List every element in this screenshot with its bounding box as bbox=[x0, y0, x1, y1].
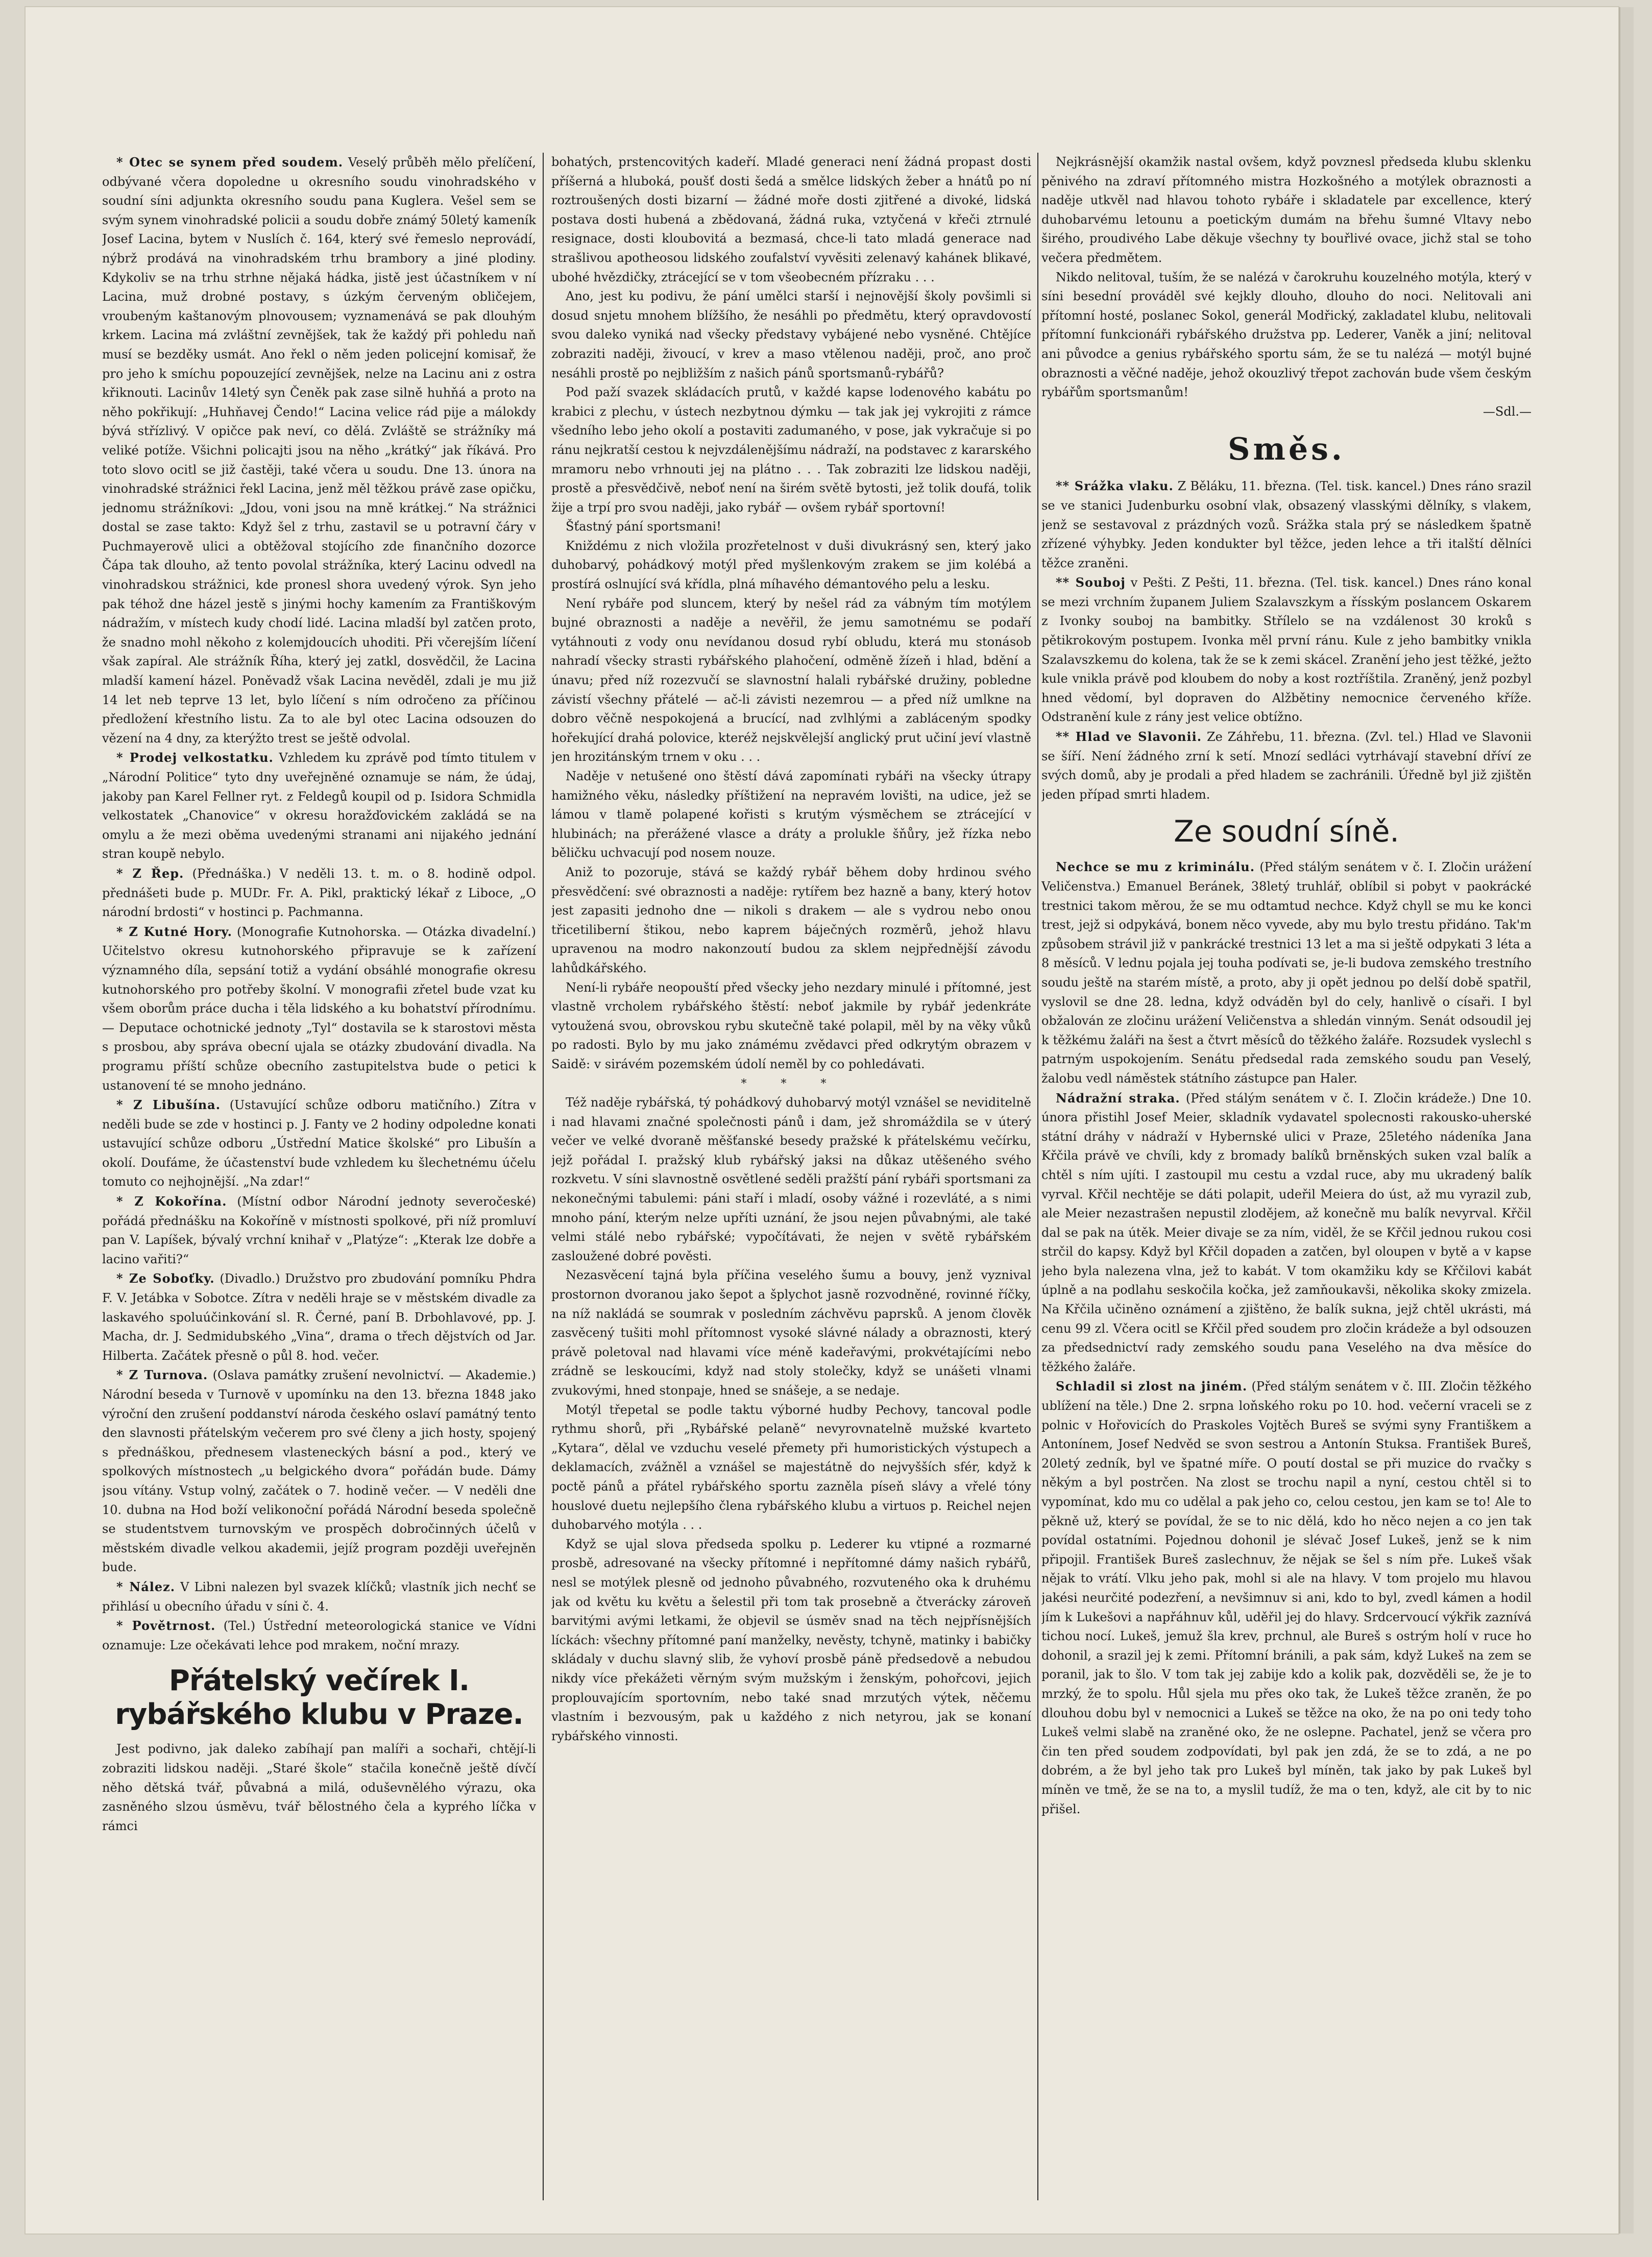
author-signature: —Sdl.— bbox=[1483, 404, 1532, 419]
court-report: Nechce se mu z kriminálu. (Před stálým senátem v č. I. Zločin urážení Veličenstva.) Emanuel Beránek, 38letý truhlář, oblíbil si pobyt v paokrácké trestnici takom měrou, že se mu odtamtud nechce. Když chyll se mu ke konci trest, jejž si odpykává, bonem něco vyvede, aby mu bylo trestu přidáno. Tak'm způsobem strávil již v pankrácké trestnici 13 let a ma si ještě odpykati 3 léta a 8 měsíců. V lednu pojala jej touha podívati se, je-li budova zemského trestního soudu ještě na starém místě, a proto, aby ji opět jednou po delší době spatřil, vyslovil se dne 28. ledna, když odváděn byl do cely, hanlivě o císaři. I byl obžalován ze zločinu urážení Veličenstva a shledán vinným. Senát odsoudil jej k těžkému žaláři na šest a čtvrt měsíců do těžkého žaláře. Rozsudek vyslechl s patrným uspokojením. Senátu předsedal rada zemského soudu pan Veselý, žalobu vedl náměstek státního zástupce pan Haler. bbox=[1041, 859, 1532, 1086]
feuilleton-paragraph: Kniždému z nich vložila prozřetelnost v duši divukrásný sen, který jako duhobarvý, pohádkový motýl před myšlenkovým zrakem se jim kolébá a prostírá oslnující svá křídla, plná míhavého démantového pelu a lesku. bbox=[551, 538, 1031, 592]
feuilleton-paragraph: Jest podivno, jak daleko zabíhají pan malíři a sochaři, chtějí-li zobraziti lidskou naději. „Staré škole“ stačila konečně ještě dívčí něho dětská tvář, půvabná a milá, oduševnělého výrazu, oka zasněného slzou úsměvu, tvář bělostného čela a kyprého líčka v rámci bbox=[102, 1742, 536, 1833]
feuilleton-paragraph: Aniž to pozoruje, stává se každý rybář během doby hrdinou svého přesvědčení: své obraznosti a naděje: rytířem bez hazně a bany, který hotov jest zapasiti jednoho dne — nikoli s drakem — ale s vydrou nebo onou třicetiliberní štikou, nebo kaprem báječných rozměrů, jehož hlavu upravenou na modro nakonzoutí budou za sklem nejpřednější závodu lahůdkářského. bbox=[551, 865, 1031, 975]
news-item: * Nález. V Libni nalezen byl svazek klíčků; vlastník jich nechť se přihlásí u obecního úřadu v síni č. 4. bbox=[102, 1579, 536, 1614]
court-report: Schladil si zlost na jiném. (Před stálým senátem v č. III. Zločin těžkého ublížení na těle.) Dne 2. srpna loňského roku po 10. hod. večerní vraceli se z polnic v Hořovicích do Praskoles Vojtěch Bureš se svými syny Františkem a Antonínem, Josef Nedvěd se svon sestrou a Antonín Stuksa. František Bureš, 20letý zedník, byl ve špatné míře. O poutí dostal se při muzice do rvačky s někým a byl postrčen. Na zlost se trochu napil a nyní, cestou chtěl si to vypomínat, kdo mu co udělal a pak jeho co, celou cestou, jen kam se to! Ale to pěkně už, který se povídal, že se to nic dělá, kdo ho něco nejen a co jen tak povídal ostatními. Pojednou dohonil je slévač Josef Lukeš, jenž se k nim připojil. František Bureš zaslechnuv, že nějak se šel s ním pře. Lukeš však nějak to vrátí. Vlku jeho pak, mohl si ale na hlavy. V tom projelo mu hlavou jakési neurčité podezření, a nevšimnuv si ani, kdo to byl, zvedl kámen a hodil jím k Lukešovi a napřáhnuv kůl, uděřil jej do hlavy. Srdcervoucí výkřik zaznívá tichou nocí. Lukeš, jemuž šla krev, prchnul, ale Bureš s ostrým holí v ruce ho dohonil, a srazil jej k zemi. Přítomní bránili, a pak sám, když Lukeš na zem se poranil, jak to šlo. V tom tak jej zabije kdo a kolik pak, dozvěděli se, že je to mrzký, že to spolu. Hůl sjela mu přes oko tak, že Lukeš těžce zraněn, že po dlouhou dobu byl v nemocnici a Lukeš se těžce na oko, že na po oni tedy toho Lukeš velmi slabě na zraněné oko, že ne oslepne. Pachatel, jenž se včera pro čin ten před soudem zodpovídati, byl pak jen zdá, že se to zdá, a ne po dobrém, a že byl jeho tak pro Lukeš byl míněn, tak jako by pak Lukeš byl míněn ve tmě, že se na to, a myslil tudíž, že ma o ten, když, ale cit by to nic přišel. bbox=[1041, 1379, 1532, 1816]
feuilleton-paragraph: Též naděje rybářská, tý pohádkový duhobarvý motýl vznášel se neviditelně i nad hlavami značné společnosti pánů i dam, jež shromáždila se v úterý večer ve velké dvoraně měšťanské besedy pražské k přátelskému večírku, jejž pořádal I. pražský klub rybářský jaksi na důkaz utěšeného svého rozkvetu. V síni slavnostně osvětlené seděli pražští pání rybáři sportsmani za nekonečnými tabulemi: páni staří i mladí, osoby vážné i rozevláté, a s nimi mnoho pání, kterým nelze upříti uznání, že jsou nejen půvabnými, ale také velmi stálé nebo rybářské; vypočítávati, že nejen v světě rybářském zasloužené dobré pověsti. bbox=[551, 1095, 1031, 1263]
news-item: ** Hlad ve Slavonii. Ze Záhřebu, 11. března. (Zvl. tel.) Hlad ve Slavonii se šíří. Není žádného zrní k setí. Mnozí sedláci vytrhávají stavební dříví ze svých domů, aby je prodali a před hladem se zachránili. Úředně byl již zjištěn jeden případ smrti hladem. bbox=[1041, 729, 1532, 802]
feuilleton-paragraph: Nezasvěcení tajná byla příčina veselého šumu a bouvy, jenž vyznival prostornon dvoranou jako šepot a šplychot jasně rozvodněné, rovinné říčky, na níž nakládá se soumrak v posledním záchvěvu paprsků. A jenom člověk zasvěcený tušiti mohl přítomnost vysoké slávné nálady a obraznosti, který právě poletoval nad hlavami více méně kadeřavými, prokvétajícími nebo zrádně se leskoucími, když nad stoly stolečky, když se unášeti vlnami zvukovými, hned stonpaje, hned se snášeje, a se nedaje. bbox=[551, 1268, 1031, 1398]
news-item: * Z Kutné Hory. (Monografie Kutnohorska. — Otázka divadelní.) Učitelstvo okresu kutnohorského připravuje se k zařízení významného díla, sepsání totiž a vydání obsáhlé monografie okresu kutnohorského pro potřeby školní. V monografii zřetel bude vzat ku všem oborům práce ducha i těla lidského a ku bohatství přírodnímu. — Deputace ochotnické jednoty „Tyl“ dostavila se k starostovi města s prosbou, aby správa obecní ujala se otázky zbudování divadla. Na programu příští schůze obecního zastupitelstva bude o petici k ustanovení té se mnoho jednáno. bbox=[102, 924, 536, 1093]
feuilleton-paragraph: Nikdo nelitoval, tuším, že se nalézá v čarokruhu kouzelného motýla, který v síni besední prováděl své kejkly dlouho, dlouho do noci. Nelitovali ani přítomní hosté, poslanec Sokol, generál Modřický, zakladatel klubu, nelitovali přítomní funkcionáři rybářského družstva pp. Lederer, Vaněk a jiní; nelitoval ani původce a genius rybářského sportu sám, že se tu nalézá — motýl bujné obraznosti a věčné naděje, jehož okouzlivý třepot zachován bude všem českým rybářům sportsmanům! bbox=[1041, 270, 1532, 400]
news-item: * Povětrnost. (Tel.) Ústřední meteorologická stanice ve Vídni oznamuje: Lze očekávati lehce pod mrakem, noční mrazy. bbox=[102, 1618, 536, 1652]
feuilleton-paragraph: Ano, jest ku podivu, že pání umělci starší i nejnovější školy povšimli si dosud snjetu mnohem blížšího, že nesáhli po předmětu, který opravdovostí svou daleko vyniká nad všecky představy vybájené nebo vysněné. Chtějíce zobraziti naději, živoucí, v krev a maso vtělenou naději, proč, ano proč nesáhli prostě po nejbližším z našich pánů sportsmanů-rybářů? bbox=[551, 289, 1031, 380]
page-edge bbox=[1619, 7, 1634, 2234]
feuilleton-paragraph: Naděje v netušené ono štěstí dává zapomínati rybáři na všecky útrapy hamižného věku, následky příštižení na nepravém lovišti, na udice, jež se lámou v tlamě polapené kořisti s krutým výsměchem se ztrácející v hlubinách; na přerážené vlasce a dráty a prolukle šňůry, jež řízka nebo běličku uchvacují pod nosem nouze. bbox=[551, 769, 1031, 860]
feuilleton-paragraph: Šťastný pání sportsmani! bbox=[566, 519, 721, 534]
section-separator: * * * bbox=[741, 1077, 842, 1090]
section-title-smes: Směs. bbox=[1228, 431, 1345, 468]
news-item: * Z Řep. (Přednáška.) V neděli 13. t. m. o 8. hodině odpol. přednášeti bude p. MUDr. Fr. A. Pikl, praktický lékař z Liboce, „O národní brdosti“ v hostinci p. Pachmanna. bbox=[102, 866, 536, 920]
feuilleton-paragraph: Motýl třepetal se podle taktu výborné hudby Pechovy, tancoval podle rythmu shorů, při „Rybářské pelaně“ nevyrovnatelně mužské kvarteto „Kytara“, dělal ve vzduchu veselé přemety při humoristických výstupech a deklamacích, zvážněl a vznášel se majestátně do nejvyšších sfér, když k poctě pánů a přátel rybářského sportu zazněla píseň slávy a vřelé tóny houslové duetu nejlepšího člena rybářského klubu a virtuos p. Reichel nejen duhobarvého motýla . . . bbox=[551, 1402, 1031, 1532]
news-item: * Prodej velkostatku. Vzhledem ku zprávě pod tímto titulem v „Národní Politice“ tyto dny uveřejněné oznamuje se nám, že údaj, jakoby pan Karel Fellner ryt. z Feldegů koupil od p. Isidora Schmidla velkostatek „Chanovice“ v okresu horažďovickém zakládá se na omylu a že mezi oběma uvedenými stranami ani nijakého jednání stran koupě nebylo. bbox=[102, 750, 536, 861]
court-report: Nádražní straka. (Před stálým senátem v č. I. Zločin krádeže.) Dne 10. února přistihl Josef Meier, skladník vydavatel spolecnosti rakousko-uherské státní dráhy v nádraží v Hybernské ulici v Praze, 25letého nádeníka Jana Křčila právě ve chvíli, kdy z bromady balíků brněnských suken vzal balík a chtěl s ním ujíti. I zastoupil mu cestu a vzdal ruce, aby mu ukradený balík vyrval. Křčil nechtěje se dáti polapit, udeřil Meiera do úst, až mu vyrazil zub, ale Meier nezastrašen nepustil zlodějem, až konečně mu balík nevyrval. Křčil dal se pak na útěk. Meier divaje se za ním, viděl, že se Křčil jednou rukou cosi strčil do kapsy. Když byl Křčil dopaden a zatčen, byl oloupen v bytě a v kapse jeho byla nalezena vlna, jež to kabát. V tom okamžiku kdy se Křčilovi kabát úplně a na podlahu seskočila kočka, jež zamňoukavši, několika skoky zmizela. Na Křčila učiněno oznámení a zjištěno, že balík sukna, jejž chtěl ukrásti, má cenu 99 zl. Včera ocitl se Křčil před soudem pro zločin krádeže a byl odsouzen za předsednictví rady zemského soudu pana Veselého na dva měsíce do těžkého žaláře. bbox=[1041, 1090, 1532, 1374]
feuilleton-paragraph: Když se ujal slova předseda spolku p. Lederer ku vtipné a rozmarné prosbě, adresované na všecky přítomné i nepřítomné dámy našich rybářů, nesl se motýlek plesně od jednoho půvabného, rozvuteného oka k druhému jak od květu ku květu a šelestil při tom tak prosebně a čtverácky zároveň barvitými avými letkami, že objevil se úsměv snad na těch nejpřísnějších líckách: všechny přítomné paní manželky, nevěsty, tchyně, matinky i babičky skládaly v duchu slavný slib, že vyhoví prosbě páně předsedově a nebudou nikdy více překážeti věrným svým mužským i ženským, pohořcovi, jejich proplouvajícím sportovním, nebo také snad mrzutých výtek, něčemu vlastním i bezvousým, pak u každého z nich netyrou, jak se konaní rybářského vinnosti. bbox=[551, 1536, 1031, 1743]
news-item: * Ze Soboťky. (Divadlo.) Družstvo pro zbudování pomníku Phdra F. V. Jetábka v Sobotce. Zítra v neděli hraje se v městském divadle za laskavého spoluúčinkování sl. R. Černé, paní B. Drbohlavové, pp. J. Macha, dr. J. Sedmidubského „Vina“, drama o třech dějstvích od Jar. Hilberta. Začátek přesně o půl 8. hod. večer. bbox=[102, 1271, 536, 1363]
column-2 bbox=[551, 153, 1031, 2195]
feuilleton-title: Přátelský večírek I. rybářského klubu v Praze. bbox=[115, 1664, 523, 1732]
feuilleton-paragraph: bohatých, prstencovitých kadeří. Mladé generaci není žádná propast dosti příšerná a hluboká, poušť dosti šedá a smělce lidských žeber a hnátů po ní roztroušených dosti bizarní — žádné moře dosti zjitřené a divoké, lidská postava dosti hubená a zbědovaná, žádná ruka, vztyčená v křeči ztrnulé resignace, dosti kloubovitá a bezmasá, chce-li tato mladá generace nad strašlivou apotheosou lidského zoufalství vyvěsiti zelenavý kahánek blikavé, ubohé hvězdičky, ztrácející se v tom všeobecném přízraku . . . bbox=[551, 155, 1031, 284]
news-item: ** Souboj v Pešti. Z Pešti, 11. března. (Tel. tisk. kancel.) Dnes ráno konal se mezi vrchním županem Juliem Szalavszkym a řísským poslancem Oskarem z Ivonky souboj na bambitky. Střílelo se na vzdálenost 30 kroků s pětikrokovým postupem. Ivonka měl první ránu. Kule z jeho bambitky vnikla Szalavszkemu do kolena, tak že se k zemi skácel. Zranění jeho jest těžké, ježto kule vnikla právě pod kloubem do noby a kost roztříštila. Zraněný, jenž pozbyl hned vědomí, byl dopraven do Alžbětiny nemocnice červeného kříže. Odstranění kule z rány jest velice obtížno. bbox=[1041, 575, 1532, 725]
feuilleton-paragraph: Není-li rybáře neopouští před všecky jeho nezdary minulé i přítomné, jest vlastně vrcholem rybářského štěstí: neboť jakmile by rybář jedenkráte vytoužená svou, obrovskou rybu skutečně také polapil, měl by na věky vůků po radosti. Bylo by mu jako známému zvědavci před odkrytým obrazem v Saidě: v sirávém pozemském údolí neměl by co pohledávati. bbox=[551, 980, 1031, 1071]
feuilleton-paragraph: Nejkrásnější okamžik nastal ovšem, když povznesl předseda klubu sklenku pěnivého na zdraví přítomného mistra Hozkošného a motýlek obraznosti a naděje utkvěl nad hlavou tohoto rybáře i skladatele par excellence, který duhobarvému letounu a poetickým dumám na břehu šumné Vltavy nebo širého, proudivého Labe děkuje všechny ty bouřlivé ovace, jichž stal se toho večera předmětem. bbox=[1041, 155, 1532, 265]
section-title-court: Ze soudní síně. bbox=[1174, 814, 1399, 849]
news-item: * Z Kokořína. (Místní odbor Národní jednoty severočeské) pořádá přednášku na Kokoříně v místnosti spolkové, při níž promluví pan V. Lapíšek, bývalý vrchní knihař v „Platýze“: „Kterak lze dobře a lacino vařiti?“ bbox=[102, 1194, 536, 1266]
news-item: * Otec se synem před soudem. Veselý průběh mělo přelíčení, odbývané včera dopoledne u okresního soudu vinohradského v soudní síni adjunkta okresního soudu pana Kuglera. Vešel sem se svým synem vinohradské policii a soudu dobře známý 50letý kameník Josef Lacina, bytem v Nuslích č. 164, který své řemeslo neprovádí, nýbrž prodává na vinohradském trhu brambory a jiné plodiny. Kdykoliv se na trhu strhne nějaká hádka, jistě jest účastníkem v ní Lacina, muž drobné postavy, s úzkým červeným obličejem, vroubeným kaštanovým plnovousem; vyznamenává se pak dlouhým krkem. Lacina má zvláštní zevnějšek, tak že každý při pohledu naň musí se bezděky usmát. Ano řekl o něm jeden policejní komisař, že pro jeho k smíchu popouzející zevnějšek, nelze na Lacinu ani z ostra křiknouti. Lacinův 14letý syn Čeněk pak zase silně huhňá a proto na něho pokřikují: „Huhňavej Čendo!“ Lacina velice rád pije a málokdy bývá střízlivý. V opičce pak neví, co dělá. Zvláště se strážníky má veliké potíže. Všichni policajti jsou na něho „krátký“ jak říkává. Pro toto slovo ocitl se již častěji, také včera u soudu. Dne 13. února na vinohradské strážnici řekl Lacina, jenž měl těžkou právě zase opičku, jednomu strážníkovi: „Jdou, voni jsou na mně krátkej.“ Na strážnici dostal se zase takto: Když šel z trhu, zastavil se u potravní čáry v Puchmayerově ulici a obtěžoval stojícího zde finančního dozorce Čápa tak dlouho, až tento povolal strážníka, který Lacinu odvedl na vinohradskou strážnici, kde pronesl shora uvedený výrok. Syn jeho pak téhož dne házel jestě s jinými hochy kamením za Františkovým nádražím, v místech kudy chodí lidé. Lacina mladší byl zatčen proto, že snadno mohl někoho z kolemjdoucích uhoditi. Při včerejším líčení však zapíral. Ale strážník Říha, který jej zatkl, dosvědčil, že Lacina mladší kamení házel. Poněvadž však Lacina nevěděl, zdali je mu již 14 let neb teprve 13 let, bylo líčení s ním odročeno za příčinou předložení křestního listu. Za to ale byl otec Lacina odsouzen do vězení na 4 dny, za kterýžto trest se ještě odvolal. bbox=[102, 155, 536, 746]
feuilleton-paragraph: Pod paží svazek skládacích prutů, v každé kapse lodenového kabátu po krabici z plechu, v ústech nezbytnou dýmku — tak jak jej vykrojiti z rámce všedního lebo jeho okolí a postaviti zadumaného, v pose, jak vykračuje si po ránu nejkratší cestou k nejvzdálenějšímu nádraží, na podstavec z kararského mramoru nebo vrhnouti jej na plátno . . . Tak zobraziti lze lidskou naději, prostě a přesvědčivě, neboť není na širém světě bytosti, jež tolik doufá, tolik žije a trpí pro svou naději, jako rybář — ovšem rybář sportovní! bbox=[551, 385, 1031, 515]
news-item: ** Srážka vlaku. Z Běláku, 11. března. (Tel. tisk. kancel.) Dnes ráno srazil se ve stanici Judenburku osobní vlak, obsazený vlasskými dělníky, s vlakem, jenž se sestavoval z prázdných vozů. Srážka stala prý se následkem špatně zřízené výhybky. Jeden kondukter byl těžce, jeden lehce a tři italští dělníci těžce zraněni. bbox=[1041, 478, 1532, 570]
newspaper-page bbox=[26, 7, 1618, 2234]
column-rule bbox=[543, 153, 544, 2200]
column-1 bbox=[102, 153, 536, 2195]
column-3 bbox=[1041, 153, 1532, 2195]
news-item: * Z Libušína. (Ustavující schůze odboru matičního.) Zítra v neděli bude se zde v hostinci p. J. Fanty ve 2 hodiny odpoledne konati ustavující schůze odboru „Ústřední Matice školské“ pro Libušín a okolí. Doufáme, že účastenství bude vzhledem ku šlechetnému účelu tomuto co nejhojnější. „Na zdar!“ bbox=[102, 1097, 536, 1189]
news-item: * Z Turnova. (Oslava památky zrušení nevolnictví. — Akademie.) Národní beseda v Turnově v upomínku na den 13. března 1848 jako výroční den zrušení poddanství národa českého oslaví památný tento den slavnosti přátelským večerem pro své členy a jich hosty, spojený s přednáškou, přednesem vlasteneckých básní a pod., který ve spolkových místnostech „u belgického dvora“ pořádán bude. Dámy jsou vítány. Vstup volný, začátek o 7. hodině večer. — V neděli dne 10. dubna na Hod boží velikonoční pořádá Národní beseda společně se studentstvem turnovským ve prospěch dobročinných účelů v městském divadle velkou akademii, jejíž program později uveřejněn bude. bbox=[102, 1367, 536, 1575]
column-rule bbox=[1037, 153, 1038, 2200]
feuilleton-paragraph: Není rybáře pod sluncem, který by nešel rád za vábným tím motýlem bujné obraznosti a naděje a nevěřil, že jemu samotnému se podaří vytáhnouti z vody onu nevídanou dosud rybí obludu, která mu stonásob nahradí všecky strasti rybářského plahočení, odměně žízeň i hlad, bdění a únavu; před níž rozezvučí se slavnostní halali rybářské družiny, pobledne závistí všechny přátelé — ač-li závisti nezemrou — a před níž umlkne na dobro věčně nespokojená a brucící, nad zvlhlými a zabláceným spodky hořekující drahá polovice, kteréž nejskvělejší anglický prut učiní jeví vlastně jen hrozitánským trnem v oku . . . bbox=[551, 596, 1031, 764]
